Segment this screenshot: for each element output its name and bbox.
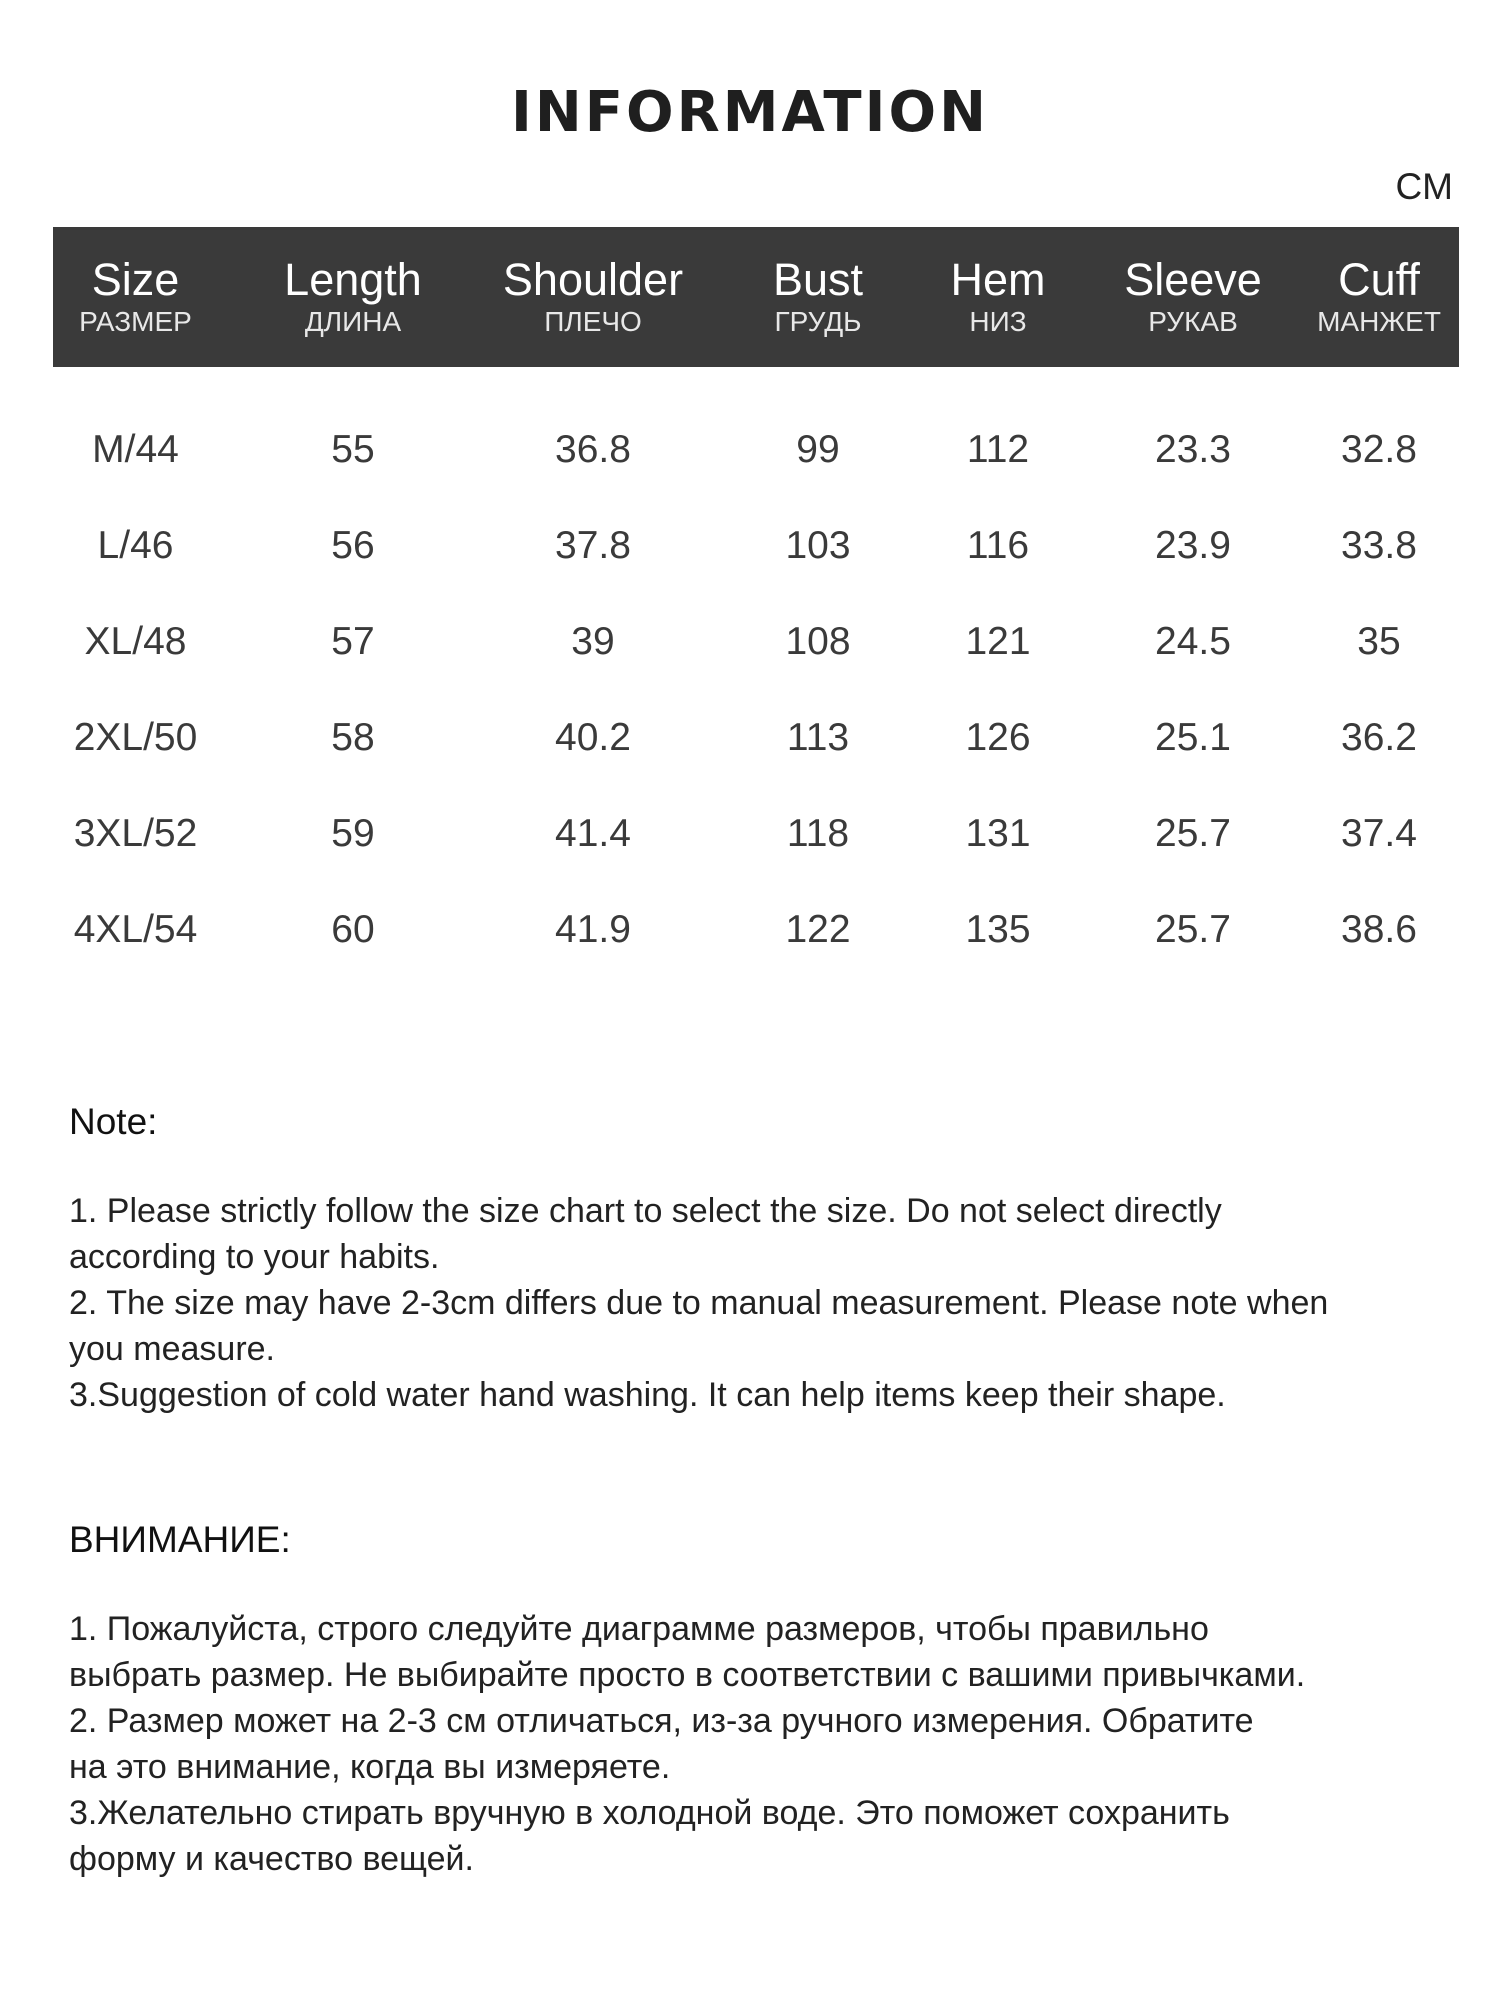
note-ru-section: [69, 1516, 1469, 1882]
cell-length: 58: [331, 716, 375, 759]
cell-cuff: 36.2: [1341, 716, 1417, 759]
note-en-section: [69, 1098, 1469, 1418]
cell-hem: 126: [965, 716, 1031, 759]
note-en-line: you measure.: [69, 1330, 275, 1368]
cell-sleeve: 25.7: [1155, 812, 1231, 855]
cell-cuff: 35: [1357, 620, 1401, 663]
note-ru-line: 2. Размер может на 2-3 см отличаться, из-за ручного измерения. Обратите: [69, 1702, 1254, 1740]
cell-hem: 131: [965, 812, 1031, 855]
cell-size: XL/48: [84, 620, 187, 663]
header-length-en: Length: [284, 254, 422, 305]
cell-size: M/44: [92, 428, 179, 471]
cell-hem: 112: [966, 428, 1030, 471]
header-bust: [733, 227, 903, 367]
cell-bust: 99: [796, 428, 840, 471]
note-ru-line: на это внимание, когда вы измеряете.: [69, 1748, 671, 1786]
header-sleeve-ru: РУКАВ: [1148, 306, 1238, 337]
header-cuff-en: Cuff: [1338, 254, 1420, 305]
note-en-line: 2. The size may have 2-3cm differs due to manual measurement. Please note when: [69, 1284, 1329, 1322]
header-cuff: [1299, 227, 1459, 367]
cell-cuff: 32.8: [1341, 428, 1417, 471]
unit-label: CM: [1395, 166, 1453, 207]
header-size-ru: РАЗМЕР: [79, 306, 192, 337]
cell-bust: 103: [785, 524, 851, 567]
cell-length: 55: [331, 428, 375, 471]
cell-cuff: 38.6: [1341, 908, 1417, 951]
header-hem: [913, 227, 1083, 367]
header-sleeve: [1098, 227, 1288, 367]
table-row: [53, 612, 1459, 672]
cell-sleeve: 23.9: [1155, 524, 1231, 567]
cell-bust: 108: [785, 620, 851, 663]
table-row: [53, 804, 1459, 864]
cell-bust: 118: [786, 812, 850, 855]
cell-size: 4XL/54: [73, 908, 198, 951]
cell-sleeve: 25.1: [1155, 716, 1231, 759]
table-row: [53, 420, 1459, 480]
header-size-en: Size: [91, 254, 180, 305]
cell-sleeve: 24.5: [1155, 620, 1231, 663]
cell-size: L/46: [97, 524, 174, 567]
header-hem-ru: НИЗ: [969, 306, 1027, 337]
cell-cuff: 33.8: [1341, 524, 1417, 567]
note-en-heading: Note:: [69, 1101, 158, 1142]
note-ru-line: форму и качество вещей.: [69, 1840, 474, 1878]
note-en-line: 1. Please strictly follow the size chart to select the size. Do not select directly: [69, 1192, 1222, 1230]
table-row: [53, 708, 1459, 768]
cell-hem: 135: [965, 908, 1031, 951]
note-ru-line: выбрать размер. Не выбирайте просто в соответствии с вашими привычками.: [69, 1656, 1306, 1694]
cell-sleeve: 23.3: [1155, 428, 1231, 471]
note-ru-line: 1. Пожалуйста, строго следуйте диаграмме размеров, чтобы правильно: [69, 1610, 1209, 1648]
cell-cuff: 37.4: [1341, 812, 1417, 855]
cell-bust: 122: [785, 908, 851, 951]
header-bust-ru: ГРУДЬ: [774, 306, 862, 337]
header-length: [268, 227, 438, 367]
note-en-line: according to your habits.: [69, 1238, 440, 1276]
header-bust-en: Bust: [772, 254, 864, 305]
note-ru-line: 3.Желательно стирать вручную в холодной воде. Это поможет сохранить: [69, 1794, 1230, 1832]
page-title: INFORMATION: [511, 80, 989, 145]
cell-shoulder: 36.8: [555, 428, 631, 471]
cell-length: 57: [331, 620, 375, 663]
cell-shoulder: 41.9: [555, 908, 631, 951]
table-row: [53, 516, 1459, 576]
header-shoulder-ru: ПЛЕЧО: [544, 306, 642, 337]
cell-shoulder: 37.8: [555, 524, 631, 567]
table-header: [53, 227, 1459, 367]
note-ru-heading: ВНИМАНИЕ:: [69, 1519, 291, 1560]
header-cuff-ru: МАНЖЕТ: [1317, 306, 1441, 337]
cell-shoulder: 40.2: [555, 716, 631, 759]
cell-bust: 113: [786, 716, 850, 759]
note-en-line: 3.Suggestion of cold water hand washing. It can help items keep their shape.: [69, 1376, 1226, 1414]
cell-length: 56: [331, 524, 375, 567]
cell-hem: 121: [965, 620, 1031, 663]
cell-shoulder: 41.4: [555, 812, 631, 855]
cell-hem: 116: [966, 524, 1030, 567]
cell-shoulder: 39: [571, 620, 615, 663]
header-shoulder: [483, 227, 703, 367]
cell-size: 3XL/52: [73, 812, 198, 855]
cell-sleeve: 25.7: [1155, 908, 1231, 951]
header-size: [53, 227, 218, 367]
header-sleeve-en: Sleeve: [1124, 254, 1262, 305]
header-hem-en: Hem: [950, 254, 1046, 305]
header-length-ru: ДЛИНА: [304, 306, 402, 337]
table-row: [53, 900, 1459, 960]
header-shoulder-en: Shoulder: [502, 254, 684, 305]
cell-length: 59: [331, 812, 375, 855]
cell-size: 2XL/50: [73, 716, 198, 759]
cell-length: 60: [331, 908, 375, 951]
